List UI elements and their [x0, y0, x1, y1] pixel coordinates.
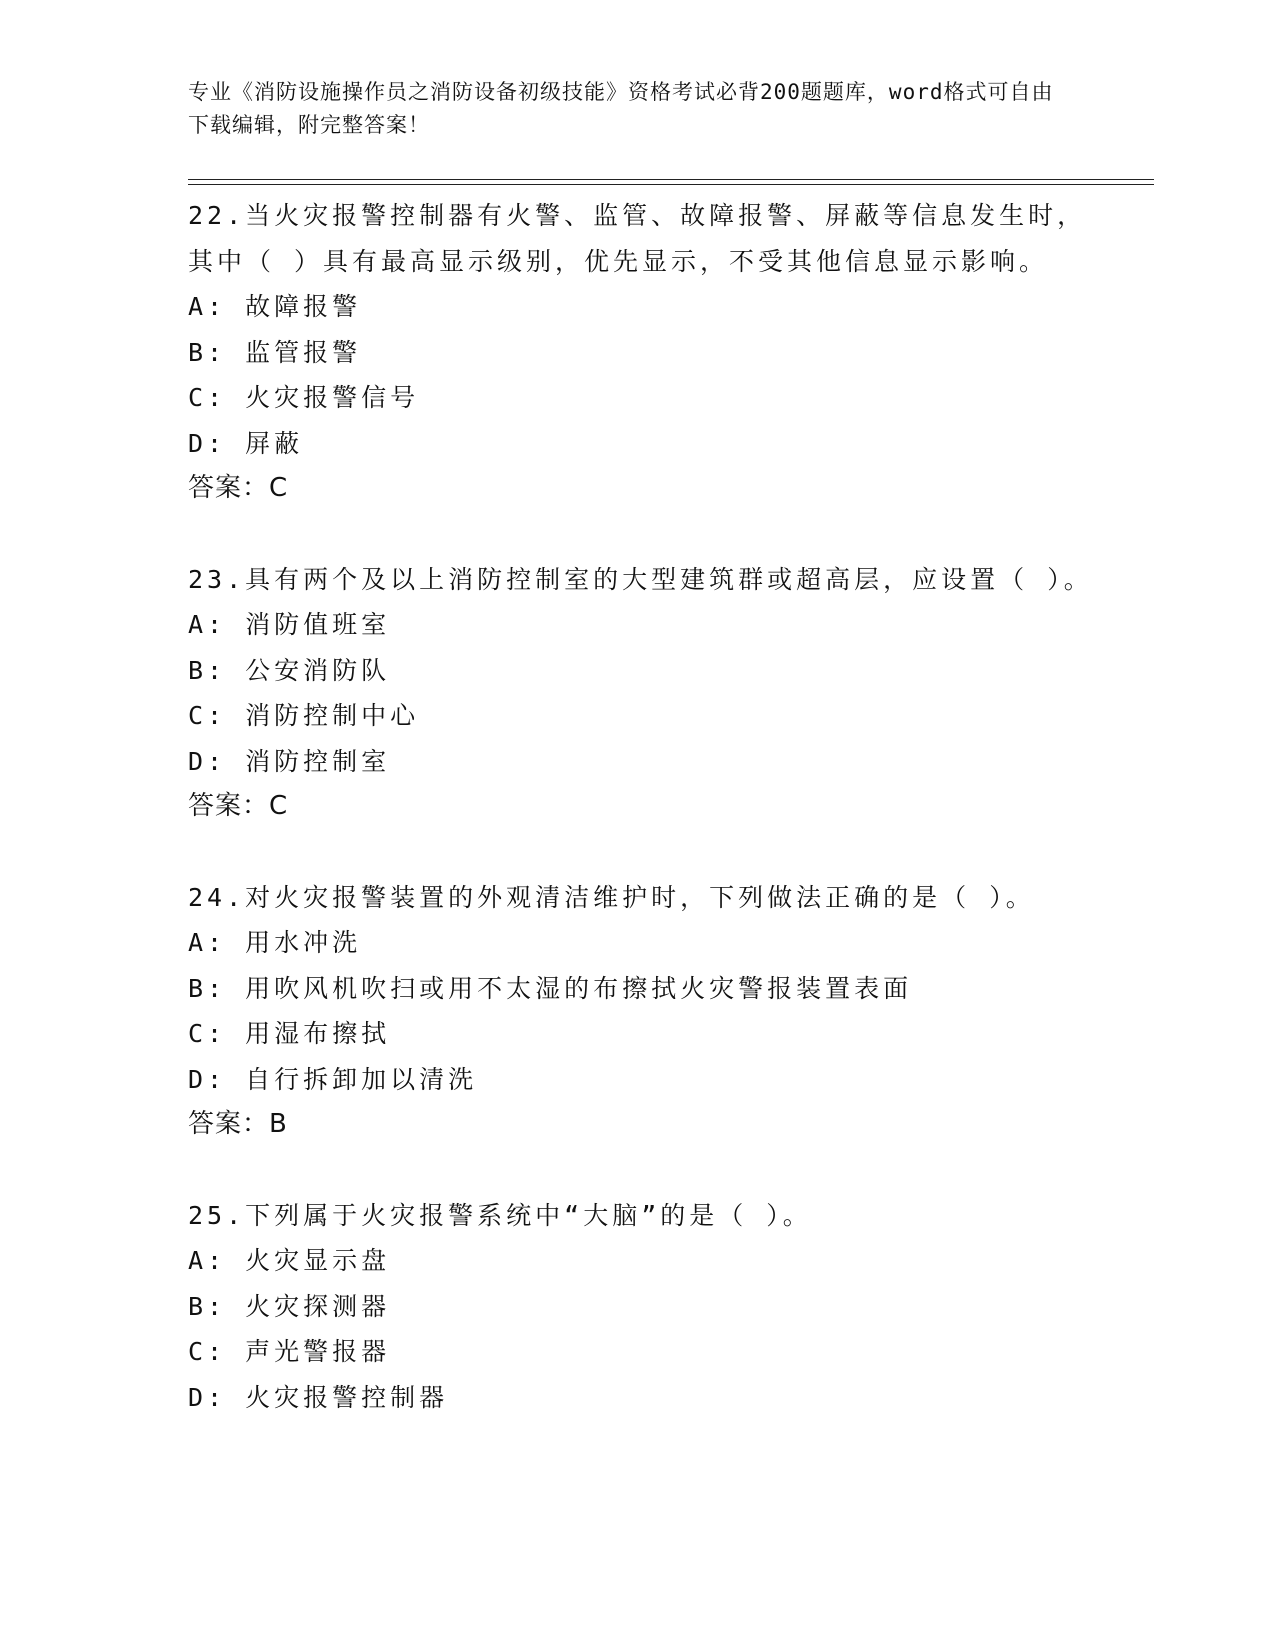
- option-c: C: 声光警报器: [188, 1337, 391, 1366]
- question-25: [188, 1193, 1108, 1421]
- question-list: [188, 193, 1108, 1420]
- option-b: B: 公安消防队: [188, 655, 391, 685]
- option-a: A: 故障报警: [188, 292, 362, 321]
- question-text: 24.对火灾报警装置的外观清洁维护时，下列做法正确的是（ ）。: [188, 882, 1035, 912]
- option-c: C: 用湿布擦拭: [188, 1019, 391, 1048]
- question-23: [188, 557, 1108, 830]
- question-24: [188, 875, 1108, 1148]
- question-22: [188, 193, 1108, 512]
- answer-line: 答案：C: [188, 473, 289, 503]
- option-b: B: 监管报警: [188, 337, 362, 367]
- question-text: 22.当火灾报警控制器有火警、监管、故障报警、屏蔽等信息发生时，其中（ ）具有最高显示级别，优先显示，不受其他信息显示影响。: [188, 201, 1087, 276]
- option-a: A: 消防值班室: [188, 610, 391, 639]
- option-a: A: 用水冲洗: [188, 928, 362, 957]
- option-d: D: 消防控制室: [188, 746, 391, 776]
- answer-line: 答案：C: [188, 791, 289, 821]
- document-intro: 专业《消防设施操作员之消防设备初级技能》资格考试必背200题题库，word格式可自由下载编辑，附完整答案！: [188, 80, 1054, 137]
- option-a: A: 火灾显示盘: [188, 1246, 391, 1275]
- option-d: D: 火灾报警控制器: [188, 1382, 449, 1412]
- option-b: B: 火灾探测器: [188, 1291, 391, 1321]
- answer-line: 答案：B: [188, 1109, 288, 1139]
- option-c: C: 消防控制中心: [188, 701, 420, 730]
- question-spacer: [188, 830, 1108, 875]
- question-spacer: [188, 512, 1108, 557]
- option-d: D: 屏蔽: [188, 428, 304, 458]
- question-spacer: [188, 1148, 1108, 1193]
- double-rule-bottom: [188, 184, 1154, 185]
- option-c: C: 火灾报警信号: [188, 383, 420, 412]
- question-text: 23.具有两个及以上消防控制室的大型建筑群或超高层，应设置（ ）。: [188, 564, 1093, 594]
- option-d: D: 自行拆卸加以清洗: [188, 1064, 478, 1094]
- double-rule-top: [188, 179, 1154, 180]
- question-text: 25.下列属于火灾报警系统中“大脑”的是（ ）。: [188, 1200, 812, 1230]
- option-b: B: 用吹风机吹扫或用不太湿的布擦拭火灾警报装置表面: [188, 973, 913, 1003]
